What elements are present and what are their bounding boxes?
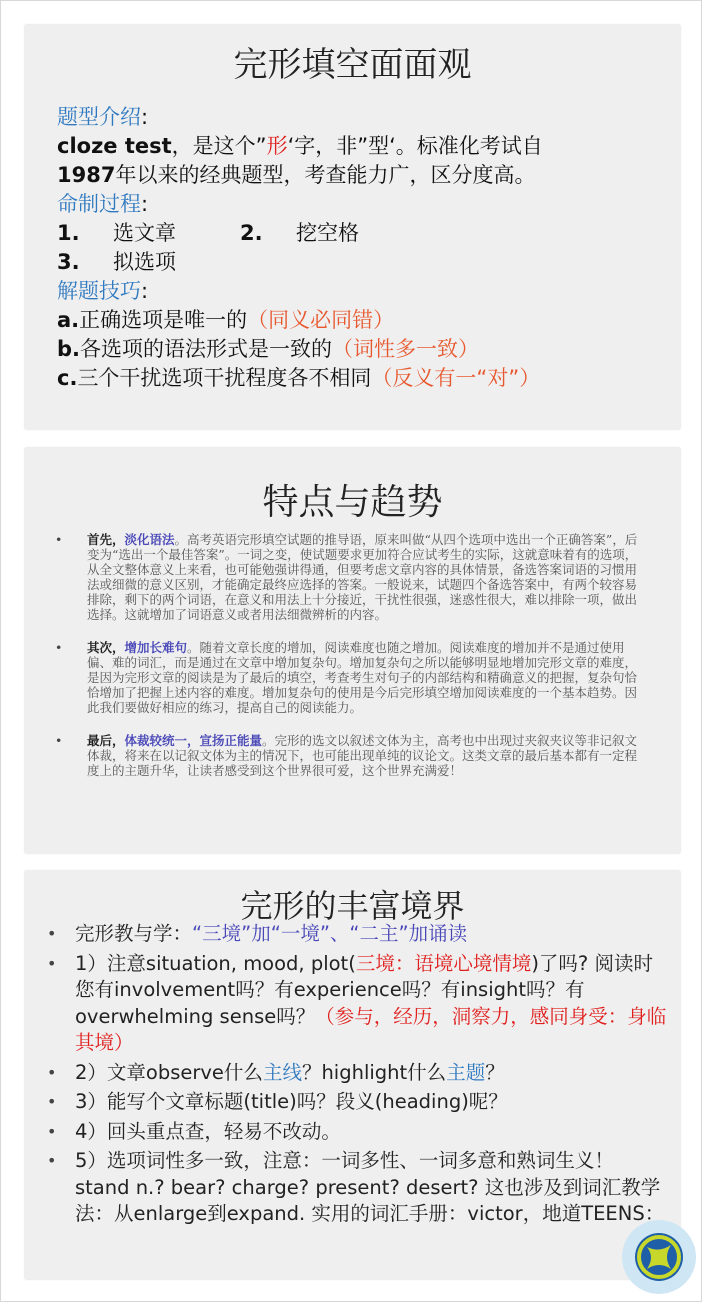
- text: 完形教与学：: [75, 922, 193, 945]
- tip-note: （词性多一致）: [332, 337, 480, 361]
- list-item: [47, 921, 667, 948]
- lead: 首先，: [87, 532, 125, 547]
- text: 。随着文章长度的增加，阅读难度也随之增加。阅读难度的增加并不是通过使用偏、难的词汇，而是通过在文章中增加复杂句。增加复杂句之所以能够明显地增加完形文章的难度，是因为完形文章的阅读是为了最后的填空，考查考生对句子的内部结构和精确意义的把握，复杂句恰恰增加了把握上述内容的难度。增加复杂句的使用是今后完形填空增加阅读难度的一个基本趋势。因此我们要做好相应的练习，提高自己的阅读能力。: [87, 640, 638, 715]
- text: ？highlight什么: [301, 1060, 447, 1084]
- text: ？: [485, 1060, 505, 1084]
- text: 主题: [446, 1060, 486, 1084]
- text: 主线: [262, 1060, 302, 1084]
- list-item: [47, 1060, 667, 1087]
- slide-title: 完形的丰富境界: [240, 887, 465, 925]
- text: 4）回头重点查，轻易不改动。: [75, 1119, 341, 1143]
- text: 年以来的经典题型，考查能力广，区分度高。: [115, 163, 536, 187]
- colon: :: [141, 279, 149, 303]
- text: 3）能写个文章标题(title)吗？段义(heading)呢？: [75, 1090, 508, 1113]
- text: 。高考英语完形填空试题的推导语，原来叫做“从四个选项中选出一个正确答案”，后变为“选出一个最佳答案”。一词之变，使试题要求更加符合应试考生的实际，这就意味着有的选项，从全文整体意义上来看，也可能勉强讲得通，但要考虑文章内容的具体情景，备选答案词语的习惯用法或细微的意义区别，才能确定最终应选择的答案。一般说来，试题四个备选答案中，有两个较容易排除，剩下的两个词语，在意义和用法上十分接近，干扰性很强，迷惑性很大，难以排除一项，做出选择。这就增加了词语意义或者用法细微辨析的内容。: [87, 532, 638, 622]
- step-text: 拟选项: [113, 250, 176, 274]
- section-heading: 解题技巧: [57, 279, 141, 303]
- list-item: [47, 1089, 667, 1116]
- bullet: •: [55, 733, 63, 748]
- highlight: 增加长难句: [124, 640, 188, 655]
- step-number: 1.: [57, 221, 80, 245]
- tip-key: a.: [57, 308, 80, 332]
- section-heading: 命制过程: [57, 192, 141, 216]
- text: 5）选项词性多一致，注意：一词多性、一词多意和熟词生义！stand n.? bear? charge? present? desert? 这也涉及到词汇教学法：从enlarge到expand. 实用的词汇手册：victor，地道TEENS：: [75, 1149, 665, 1225]
- text: )了吗? 阅读时您有involvement吗？有experience吗？有insight吗？有overwhelming sense吗？: [75, 951, 653, 1028]
- step-number: 2.: [240, 221, 263, 245]
- slide-body: [47, 921, 667, 1231]
- text: cloze test: [57, 134, 172, 158]
- highlight: 体裁较统一，宣扬正能量: [124, 733, 263, 748]
- tip-note: （反义有一“对”）: [371, 366, 541, 390]
- bullet: •: [55, 640, 63, 655]
- text: 1）注意situation, mood, plot(: [75, 951, 356, 975]
- text: 2）文章observe什么: [75, 1060, 263, 1084]
- bullet: •: [47, 953, 57, 973]
- tip-text: 正确选项是唯一的: [79, 308, 248, 332]
- school-logo-icon: [621, 1219, 697, 1295]
- list-item: [47, 1119, 667, 1146]
- bullet: •: [47, 1092, 57, 1111]
- text: “三境”加“一境”、“二主”加诵读: [192, 922, 468, 945]
- tip-text: 三个干扰选项干扰程度各不相同: [77, 366, 372, 390]
- slide-cloze-overview: [25, 25, 680, 429]
- tip-key: c.: [57, 366, 78, 390]
- slide-body: [55, 532, 645, 796]
- slide-features-trends: [25, 448, 680, 853]
- text: 1987: [57, 163, 116, 187]
- text: ，是这个”: [171, 134, 267, 158]
- text: 。完形的选文以叙述文体为主，高考也中出现过夹叙夹议等非记叙文体裁，将来在以记叙文体为主的情况下，也可能出现单纯的议论文。这类文章的最后基本都有一定程度上的主题升华，让读者感受到这个世界很可爱，这个世界充满爱！: [87, 733, 638, 778]
- colon: :: [141, 105, 149, 129]
- highlight: 淡化语法: [124, 532, 175, 547]
- bullet: •: [47, 924, 57, 943]
- slide-title: 特点与趋势: [262, 482, 443, 523]
- text: ‘字，非”型‘。标准化考试自: [287, 134, 543, 158]
- list-item: [55, 640, 645, 715]
- section-heading: 题型介绍: [57, 105, 141, 129]
- list-item: [55, 733, 645, 778]
- step-number: 3.: [57, 250, 80, 274]
- list-item: [47, 1148, 667, 1228]
- slide-title: 完形填空面面观: [233, 45, 472, 85]
- bullet: •: [55, 532, 63, 547]
- slide-rich-realm: [25, 871, 680, 1279]
- list-item: [55, 532, 645, 622]
- list-item: [47, 951, 667, 1057]
- tip-text: 各选项的语法形式是一致的: [80, 337, 333, 361]
- lead: 最后，: [87, 733, 125, 748]
- bullet: •: [47, 1121, 57, 1141]
- text: 三境：语境心境情境: [355, 951, 532, 975]
- step-text: 挖空格: [296, 221, 359, 245]
- step-text: 选文章: [113, 221, 176, 245]
- text: 形: [266, 134, 288, 158]
- tip-key: b.: [57, 337, 81, 361]
- slide-body: [57, 103, 667, 393]
- bullet: •: [47, 1151, 57, 1170]
- lead: 其次，: [87, 640, 125, 655]
- colon: :: [141, 192, 149, 216]
- bullet: •: [47, 1062, 57, 1082]
- tip-note: （同义必同错）: [247, 308, 395, 332]
- text: （参与，经历，洞察力，感同身受：身临其境）: [75, 1004, 667, 1054]
